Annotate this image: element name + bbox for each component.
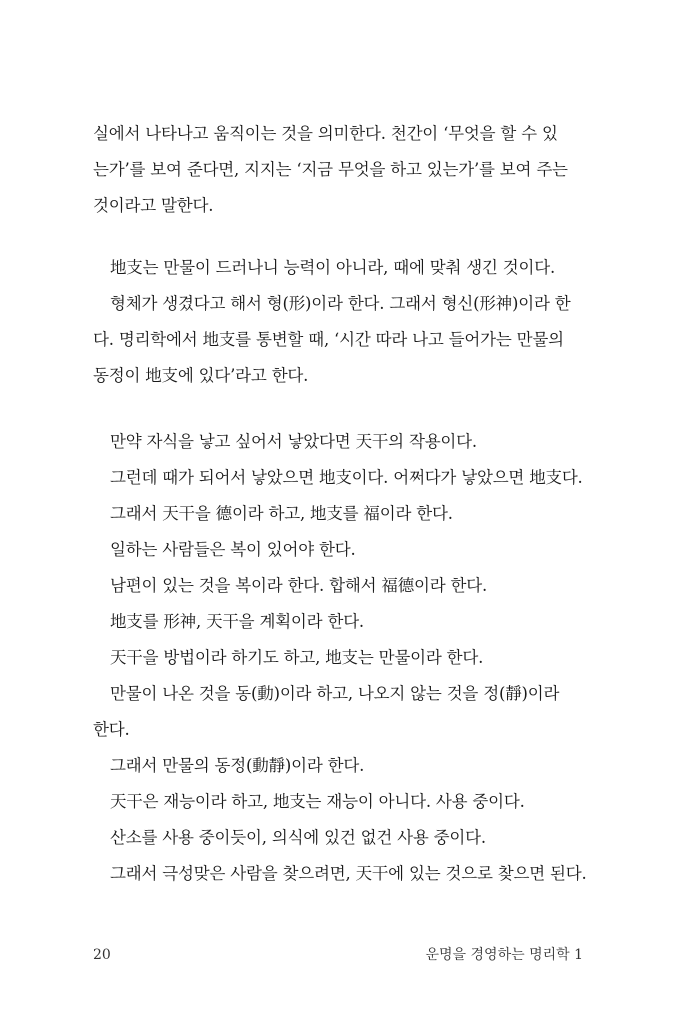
text-line: 산소를 사용 중이듯이, 의식에 있건 없건 사용 중이다.	[110, 828, 486, 847]
text-line: 그래서 극성맞은 사람을 찾으려면, 天干에 있는 것으로 찾으면 된다.	[110, 864, 587, 883]
text-line: 한다.	[93, 720, 130, 739]
text-line: 형체가 생겼다고 해서 형(形)이라 한다. 그래서 형신(形神)이라 한	[110, 294, 571, 313]
paragraph-2	[93, 250, 590, 394]
paragraph-1	[93, 116, 590, 224]
text-line: 동정이 地支에 있다’라고 한다.	[93, 366, 309, 385]
text-line: 만물이 나온 것을 동(動)이라 하고, 나오지 않는 것을 정(靜)이라	[110, 684, 560, 703]
page-number: 20	[93, 947, 111, 963]
text-line: 그래서 天干을 德이라 하고, 地支를 福이라 한다.	[110, 504, 453, 523]
text-line: 그런데 때가 되어서 낳았으면 地支이다. 어쩌다가 낳았으면 地支다.	[110, 468, 583, 487]
text-line: 것이라고 말한다.	[93, 196, 214, 215]
paragraph-3	[93, 424, 590, 892]
text-line: 일하는 사람들은 복이 있어야 한다.	[110, 540, 356, 559]
page-footer	[93, 944, 583, 964]
running-title: 운명을 경영하는 명리학 1	[425, 947, 583, 963]
text-line: 실에서 나타나고 움직이는 것을 의미한다. 천간이 ‘무엇을 할 수 있	[93, 124, 558, 143]
text-line: 다. 명리학에서 地支를 통변할 때, ‘시간 따라 나고 들어가는 만물의	[93, 330, 564, 349]
text-line: 天干을 방법이라 하기도 하고, 地支는 만물이라 한다.	[110, 648, 484, 667]
text-line: 地支를 形神, 天干을 계획이라 한다.	[110, 612, 364, 631]
text-line: 그래서 만물의 동정(動靜)이라 한다.	[110, 756, 365, 775]
text-line: 天干은 재능이라 하고, 地支는 재능이 아니다. 사용 중이다.	[110, 792, 525, 811]
text-line: 地支는 만물이 드러나니 능력이 아니라, 때에 맞춰 생긴 것이다.	[110, 258, 556, 277]
text-line: 만약 자식을 낳고 싶어서 낳았다면 天干의 작용이다.	[110, 432, 477, 451]
text-line: 는가’를 보여 준다면, 지지는 ‘지금 무엇을 하고 있는가’를 보여 주는	[93, 160, 568, 179]
text-line: 남편이 있는 것을 복이라 한다. 합해서 福德이라 한다.	[110, 576, 488, 595]
